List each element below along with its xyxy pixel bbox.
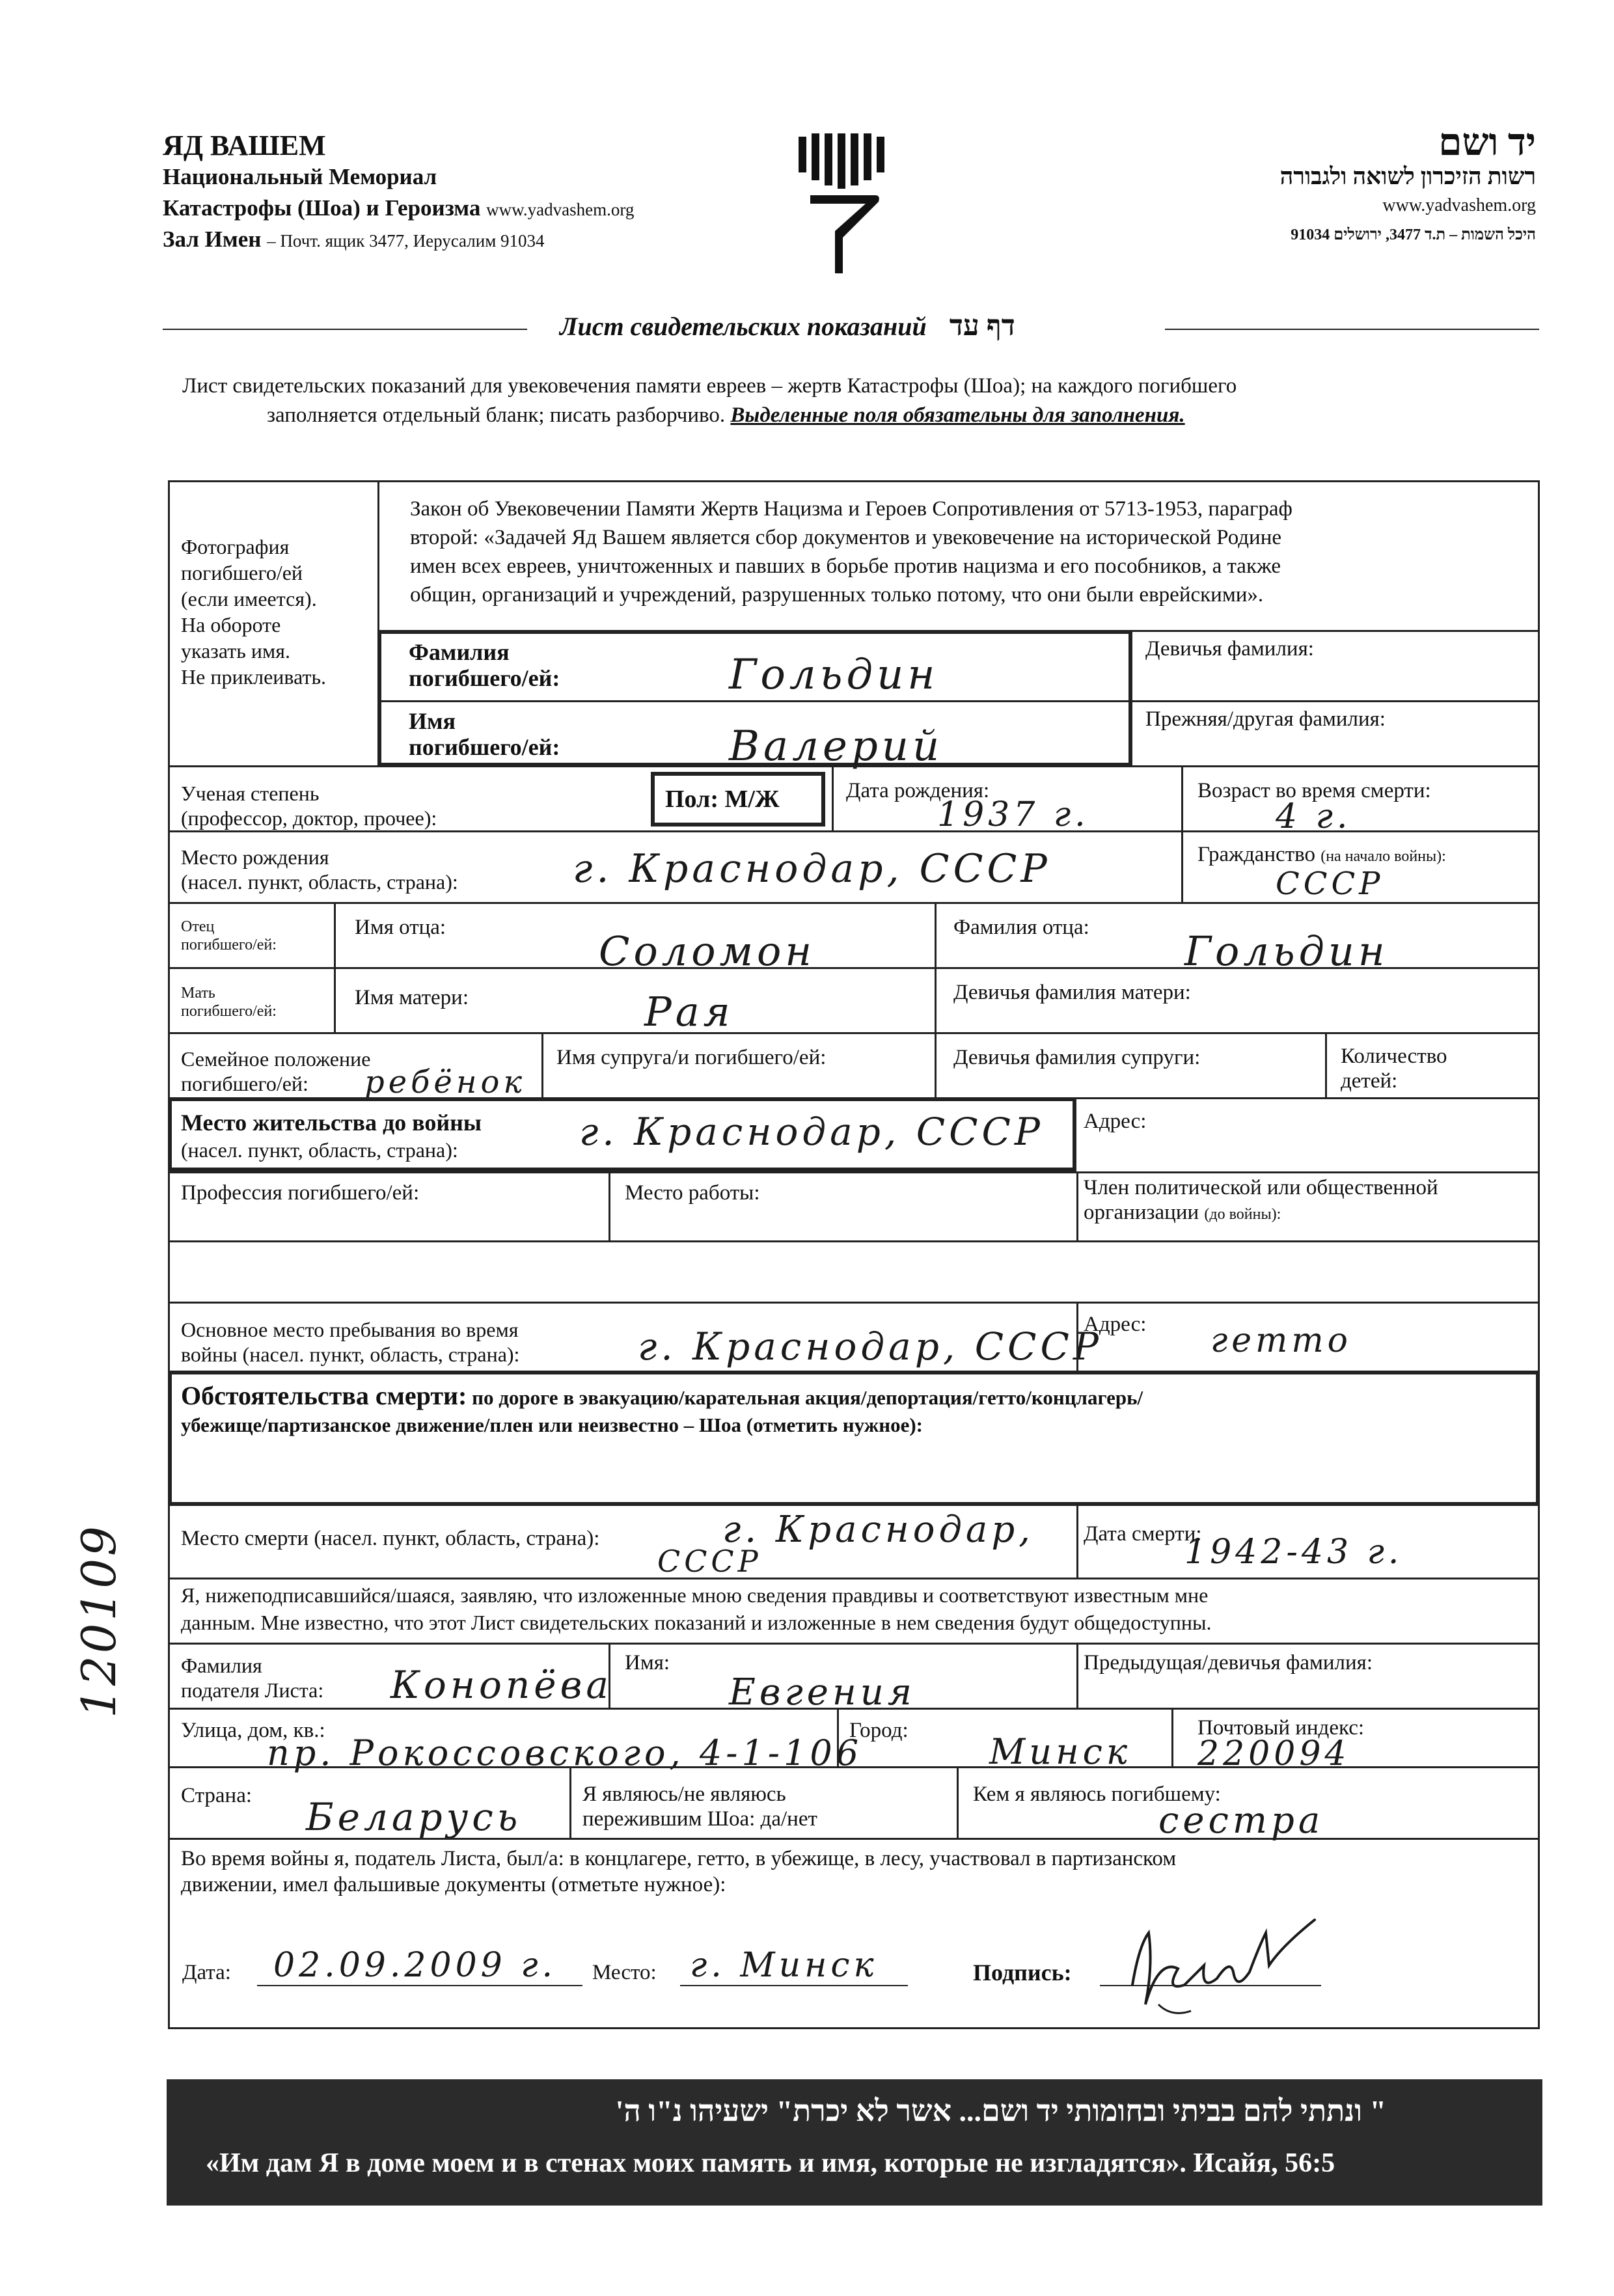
- wartime-label: [181, 1317, 519, 1367]
- children-divider: [1325, 1032, 1327, 1097]
- wartime-label-l2: войны (насел. пункт, область, страна):: [181, 1343, 520, 1366]
- victim-name-value[interactable]: Валерий: [729, 722, 944, 771]
- footer-quote-he: " ונתתי להם בביתי ובחומותי יד ושם... אשר לא יכרת" ישעיהו נ"ו ה': [615, 2094, 1386, 2127]
- workplace-divider: [609, 1171, 610, 1240]
- photo-l6: Не приклеивать.: [181, 665, 327, 689]
- profession-label: Профессия погибшего/ей:: [181, 1181, 420, 1205]
- submitter-prev-divider: [1076, 1643, 1078, 1708]
- workplace-label: Место работы:: [625, 1181, 760, 1205]
- member-label-l1: Член политической или общественной: [1084, 1176, 1438, 1199]
- age-value[interactable]: 4 г.: [1276, 797, 1352, 836]
- row-wartime-submitter-top: [168, 1838, 1540, 1840]
- submitter-name-value[interactable]: Евгения: [729, 1671, 916, 1714]
- he-org-title: יד ושם: [1438, 121, 1536, 163]
- submitter-name-label: Имя:: [625, 1651, 670, 1674]
- death-date-label: Дата смерти:: [1084, 1522, 1202, 1546]
- circumstances-title: Обстоятельства смерти:: [181, 1381, 467, 1410]
- mother-label-l2: погибшего/ей:: [181, 1003, 277, 1020]
- submitter-surname-label-l2: подателя Листа:: [181, 1678, 324, 1702]
- law-l1: Закон об Увековечении Памяти Жертв Нацизма и Героев Сопротивления от 5713-1953, параграф: [410, 497, 1293, 521]
- father-label-l1: Отец: [181, 918, 215, 935]
- intro-line2-text: заполняется отдельный бланк; писать разборчиво.: [267, 403, 726, 427]
- intro-line2: [267, 403, 1185, 428]
- photo-l4: На обороте: [181, 613, 281, 636]
- ru-address: – Почт. ящик 3477, Иерусалим 91034: [267, 231, 545, 251]
- submitter-wartime-l2: движении, имел фальшивые документы (отметьте нужное):: [181, 1873, 726, 1896]
- birthplace-label: [181, 845, 458, 894]
- degree-label: [181, 781, 437, 830]
- degree-label-l2: (профессор, доктор, прочее):: [181, 806, 437, 830]
- ru-org-title: ЯД ВАШЕМ: [163, 130, 326, 161]
- form-title-he: דף עד: [949, 310, 1015, 342]
- signature-image: [1119, 1907, 1354, 2037]
- row-country-top: [168, 1766, 1540, 1768]
- submitter-surname-value[interactable]: Конопёва: [390, 1663, 612, 1707]
- member-label: [1084, 1175, 1438, 1225]
- intro-required-note: Выделенные поля обязательны для заполнения.: [730, 403, 1185, 427]
- submitter-prev-label: Предыдущая/девичья фамилия:: [1084, 1651, 1373, 1674]
- sex-label: Пол: М/Ж: [665, 786, 780, 813]
- birthplace-label-l1: Место рождения: [181, 845, 329, 869]
- family-value[interactable]: ребёнок: [364, 1064, 527, 1100]
- family-label-l1: Семейное положение: [181, 1047, 371, 1071]
- row-father-top: [168, 902, 1540, 904]
- victim-surname-label-l2: погибшего/ей:: [409, 665, 560, 691]
- circumstances-text: [181, 1382, 1143, 1439]
- law-bottom: [1132, 630, 1540, 632]
- street-value[interactable]: пр. Рокоссовского, 4-1-106: [267, 1732, 863, 1773]
- member-divider: [1076, 1171, 1078, 1240]
- row-profession-top: [168, 1171, 1540, 1173]
- place-value[interactable]: г. Минск: [690, 1946, 878, 1985]
- dob-divider: [832, 765, 834, 830]
- spouse-divider: [541, 1032, 543, 1097]
- row-residence-top-right: [1076, 1097, 1540, 1099]
- ru-hall-of-names: Зал Имен: [163, 226, 262, 252]
- ru-org-line3: [163, 226, 545, 253]
- residence-label-l2: (насел. пункт, область, страна):: [181, 1138, 458, 1162]
- submitter-name-divider: [609, 1643, 610, 1708]
- residence-value[interactable]: г. Краснодар, СССР: [579, 1110, 1044, 1154]
- row-street-top: [168, 1708, 1540, 1710]
- yad-vashem-logo: [797, 133, 895, 277]
- residence-label-l1: Место жительства до войны: [181, 1110, 482, 1136]
- children-label: [1341, 1044, 1447, 1093]
- row-family-top: [168, 1032, 1540, 1034]
- death-place-value2[interactable]: СССР: [657, 1544, 762, 1579]
- survivor-label: [582, 1782, 817, 1831]
- signature-label: Подпись:: [973, 1960, 1072, 1986]
- row-birthplace-top: [168, 830, 1540, 832]
- children-label-l2: детей:: [1341, 1069, 1398, 1093]
- row-death-bottom: [168, 1578, 1540, 1579]
- circumstances-options1[interactable]: по дороге в эвакуацию/карательная акция/депортация/гетто/концлагерь/: [472, 1386, 1143, 1409]
- member-note: (до войны):: [1204, 1206, 1281, 1223]
- title-rule-left: [163, 329, 527, 330]
- age-divider: [1181, 765, 1183, 902]
- wartime-address-value[interactable]: гетто: [1210, 1321, 1352, 1360]
- survivor-label-l1: Я являюсь/не являюсь: [582, 1783, 786, 1806]
- declaration-l1: Я, нижеподписавшийся/шаяся, заявляю, что изложенные мною сведения правдивы и соответствуют известным мне: [181, 1583, 1209, 1607]
- law-l2: второй: «Задачей Яд Вашем является сбор документов и увековечение на исторической Родине: [410, 526, 1282, 549]
- name-divider: [377, 700, 1132, 702]
- wartime-address-label: Адрес:: [1084, 1313, 1147, 1336]
- city-value[interactable]: Минск: [989, 1731, 1132, 1772]
- citizenship-note: (на начало войны):: [1320, 848, 1446, 865]
- children-label-l1: Количество: [1341, 1045, 1447, 1068]
- victim-surname-label: [409, 639, 560, 691]
- date-value[interactable]: 02.09.2009 г.: [273, 1946, 557, 1985]
- wartime-value[interactable]: г. Краснодар, СССР: [638, 1324, 1102, 1369]
- spouse-name-label: Имя супруга/и погибшего/ей:: [556, 1046, 827, 1069]
- row-profession-bottom: [168, 1240, 1540, 1242]
- declaration: [181, 1581, 1212, 1636]
- zip-value[interactable]: 220094: [1197, 1734, 1350, 1773]
- birthplace-value[interactable]: г. Краснодар, СССР: [573, 846, 1051, 892]
- signature-underline: [1100, 1985, 1321, 1986]
- ru-org-line1: Национальный Мемориал: [163, 164, 437, 189]
- dob-value[interactable]: 1937 г.: [937, 795, 1089, 834]
- date-underline: [257, 1985, 582, 1986]
- submitter-wartime: [181, 1846, 1176, 1898]
- mother-maiden-label: Девичья фамилия матери:: [953, 981, 1191, 1004]
- residence-address-label: Адрес:: [1084, 1110, 1147, 1133]
- victim-maiden-label: Девичья фамилия:: [1145, 637, 1314, 661]
- father-label: [181, 918, 277, 954]
- survivor-divider: [569, 1766, 571, 1838]
- death-place-value1[interactable]: г. Краснодар,: [722, 1509, 1034, 1551]
- ru-org-line2: [163, 195, 634, 221]
- footer-banner: [167, 2079, 1542, 2206]
- place-label: Место:: [592, 1961, 657, 1984]
- survivor-label-l2[interactable]: пережившим Шоа: да/нет: [582, 1807, 817, 1831]
- wartime-address-divider: [1076, 1302, 1078, 1372]
- ru-org-url[interactable]: www.yadvashem.org: [486, 200, 635, 219]
- victim-name-label-l2: погибшего/ей:: [409, 734, 560, 760]
- family-label: [181, 1046, 370, 1096]
- photo-l3: (если имеется).: [181, 587, 317, 610]
- row-submitter-top: [168, 1643, 1540, 1645]
- photo-l1: Фотография: [181, 535, 290, 558]
- father-surname-label: Фамилия отца:: [953, 916, 1089, 939]
- father-label-l2: погибшего/ей:: [181, 936, 277, 953]
- declaration-l2: данным. Мне известно, что этот Лист свидетельских показаний и изложенные в нем сведения будут общедоступны.: [181, 1611, 1212, 1634]
- submitter-surname-label: [181, 1653, 323, 1702]
- citizenship-value[interactable]: СССР: [1276, 866, 1384, 902]
- dob-label: Дата рождения:: [846, 779, 990, 802]
- form-title: [560, 309, 1015, 342]
- victim-surname-label-l1: Фамилия: [409, 639, 510, 665]
- submitter-wartime-l1: Во время войны я, податель Листа, был/а: в концлагере, гетто, в убежище, в лесу, участвовал в партизанском: [181, 1847, 1177, 1870]
- family-label-l2: погибшего/ей:: [181, 1072, 308, 1095]
- birthplace-label-l2: (насел. пункт, область, страна):: [181, 870, 458, 894]
- photo-l5: указать имя.: [181, 639, 290, 663]
- citizenship-label: [1197, 842, 1446, 867]
- street-label: Улица, дом, кв.:: [181, 1719, 325, 1742]
- age-label: Возраст во время смерти:: [1197, 779, 1431, 802]
- father-name-label: Имя отца:: [355, 916, 446, 939]
- law-text: [410, 495, 1293, 609]
- mother-label: [181, 984, 277, 1020]
- he-org-address: היכל השמות – ת.ד 3477, ירושלים 91034: [1291, 226, 1536, 243]
- intro-line1: Лист свидетельских показаний для увековечения памяти евреев – жертв Катастрофы (Шоа); на каждого погибшего: [182, 374, 1237, 398]
- photo-instructions: [181, 534, 326, 690]
- he-org-line1: רשות הזיכרון לשואה ולגבורה: [1279, 163, 1536, 189]
- relation-label: Кем я являюсь погибшему:: [973, 1783, 1221, 1806]
- country-value[interactable]: Беларусь: [306, 1795, 522, 1839]
- country-label: Страна:: [181, 1784, 253, 1807]
- archive-number: 120109: [72, 1524, 126, 1718]
- death-date-value[interactable]: 1942-43 г.: [1184, 1533, 1403, 1572]
- form-title-ru: Лист свидетельских показаний: [560, 312, 927, 341]
- wartime-label-l1: Основное место пребывания во время: [181, 1318, 519, 1341]
- victim-name-label: [409, 708, 560, 760]
- mother-label-l1: Мать: [181, 985, 215, 1002]
- mother-name-label: Имя матери:: [355, 986, 469, 1009]
- relation-divider: [957, 1766, 959, 1838]
- city-divider: [837, 1708, 839, 1766]
- victim-name-label-l1: Имя: [409, 708, 456, 734]
- victim-surname-value[interactable]: Гольдин: [729, 651, 939, 699]
- father-surname-value[interactable]: Гольдин: [1184, 927, 1389, 975]
- death-date-divider: [1076, 1506, 1078, 1578]
- citizenship-label-text: Гражданство: [1197, 843, 1315, 866]
- victim-other-surname-label: Прежняя/другая фамилия:: [1145, 707, 1386, 731]
- zip-divider: [1171, 1708, 1173, 1766]
- spouse-maiden-label: Девичья фамилия супруги:: [953, 1046, 1201, 1069]
- member-label-l2: [1084, 1200, 1438, 1225]
- mother-name-value[interactable]: Рая: [644, 988, 734, 1035]
- death-place-label: Место смерти (насел. пункт, область, страна):: [181, 1527, 600, 1550]
- submitter-surname-label-l1: Фамилия: [181, 1654, 262, 1677]
- row-mother-top: [168, 967, 1540, 969]
- place-underline: [680, 1985, 908, 1986]
- circumstances-options2[interactable]: убежище/партизанское движение/плен или неизвестно – Шоа (отметить нужное):: [181, 1414, 923, 1436]
- city-label: Город:: [849, 1719, 909, 1742]
- he-org-url[interactable]: www.yadvashem.org: [1382, 195, 1536, 215]
- row-blank-bottom: [168, 1302, 1540, 1304]
- law-l4: общин, организаций и учреждений, разрушенных только потому, что они были еврейскими».: [410, 583, 1264, 607]
- row-degree-top: [168, 765, 1540, 767]
- circumstances-line1: [181, 1382, 1143, 1412]
- degree-label-l1: Ученая степень: [181, 782, 320, 805]
- spouse-maiden-divider: [935, 1032, 937, 1097]
- date-label: Дата:: [182, 1961, 231, 1984]
- relation-value[interactable]: сестра: [1158, 1799, 1324, 1842]
- member-label-l2-text: организации: [1084, 1201, 1199, 1224]
- zip-label: Почтовый индекс:: [1197, 1716, 1365, 1740]
- father-name-value[interactable]: Соломон: [599, 927, 816, 975]
- ru-org-line2-text: Катастрофы (Шоа) и Героизма: [163, 195, 481, 221]
- maiden-bottom: [1132, 700, 1540, 702]
- footer-quote-ru: «Им дам Я в доме моем и в стенах моих память и имя, которые не изгладятся». Исайя, 56:5: [206, 2148, 1335, 2178]
- photo-l2: погибшего/ей: [181, 561, 303, 584]
- title-rule-right: [1165, 329, 1539, 330]
- law-l3: имен всех евреев, уничтоженных и павших в борьбе против нацизма и его пособников, а также: [410, 554, 1281, 578]
